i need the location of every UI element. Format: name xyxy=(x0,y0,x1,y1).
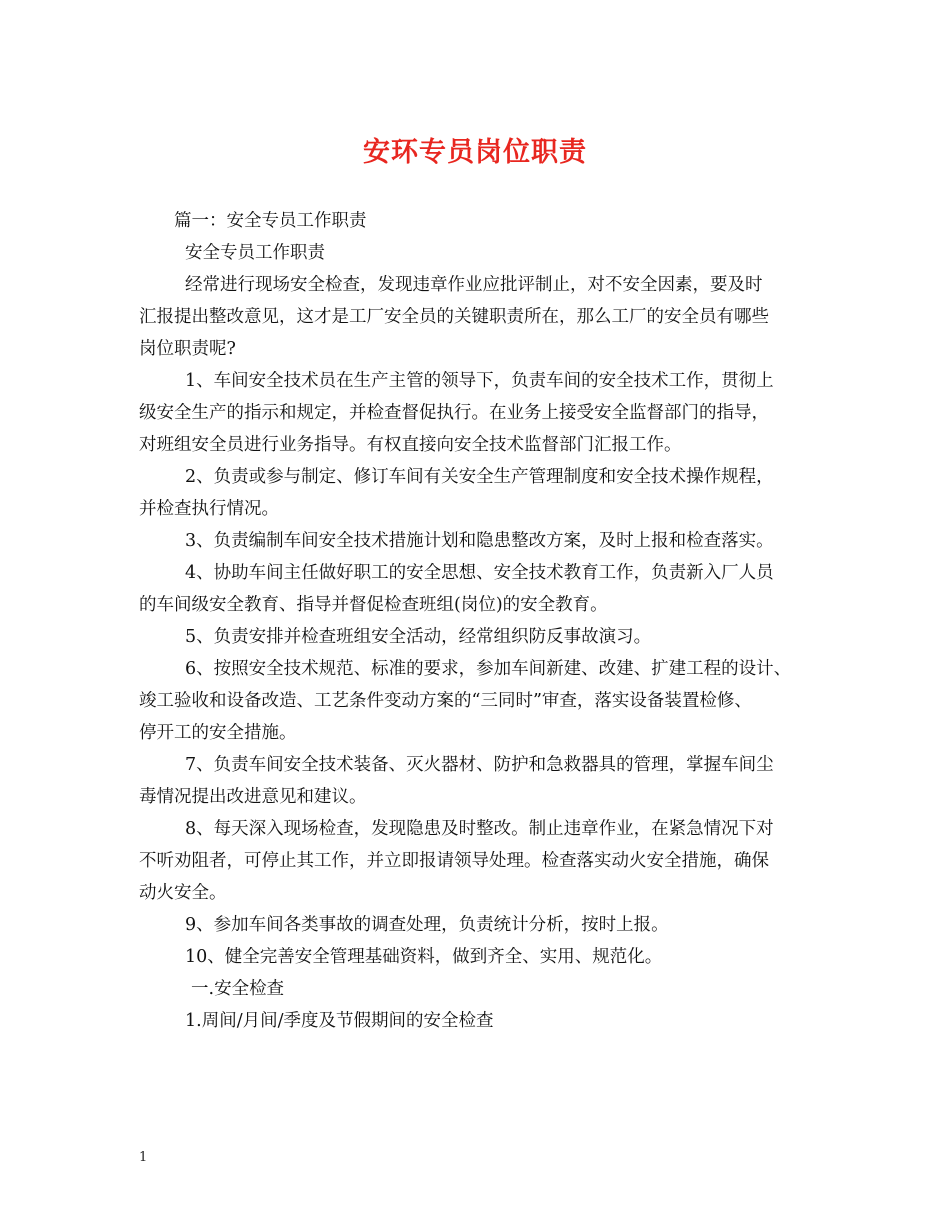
section-heading: 篇一：安全专员工作职责 xyxy=(174,211,367,231)
duty-8-line: 不听劝阻者，可停止其工作，并立即报请领导处理。检查落实动火安全措施，确保 xyxy=(139,851,769,871)
duty-4-line: 的车间级安全教育、指导并督促检查班组(岗位)的安全教育。 xyxy=(139,595,608,615)
duty-6-line: 停开工的安全措施。 xyxy=(139,723,297,743)
duty-7-line: 7、负责车间安全技术装备、灭火器材、防护和急救器具的管理，掌握车间尘 xyxy=(185,755,774,775)
page-number: 1 xyxy=(139,1150,148,1165)
document-body xyxy=(139,205,829,1037)
duty-8-line: 8、每天深入现场检查，发现隐患及时整改。制止违章作业，在紧急情况下对 xyxy=(185,819,774,839)
duty-6-line: 竣工验收和设备改造、工艺条件变动方案的“三同时”审查，落实设备装置检修、 xyxy=(139,691,752,711)
duty-1-line: 级安全生产的指示和规定，并检查督促执行。在业务上接受安全监督部门的指导， xyxy=(139,403,769,423)
duty-8-line: 动火安全。 xyxy=(139,883,227,903)
duty-2-line: 并检查执行情况。 xyxy=(139,499,279,519)
duty-6-line: 6、按照安全技术规范、标准的要求，参加车间新建、改建、扩建工程的设计、 xyxy=(185,659,792,679)
duty-10-line: 10、健全完善安全管理基础资料，做到齐全、实用、规范化。 xyxy=(185,947,663,967)
duty-7-line: 毒情况提出改进意见和建议。 xyxy=(139,787,367,807)
intro-line: 经常进行现场安全检查，发现违章作业应批评制止，对不安全因素，要及时 xyxy=(185,275,763,295)
duty-4-line: 4、协助车间主任做好职工的安全思想、安全技术教育工作，负责新入厂人员 xyxy=(185,563,774,583)
subsection-item: 1.周间/月间/季度及节假期间的安全检查 xyxy=(185,1011,494,1031)
intro-line: 汇报提出整改意见，这才是工厂安全员的关键职责所在，那么工厂的安全员有哪些 xyxy=(139,307,769,327)
duty-2-line: 2、负责或参与制定、修订车间有关安全生产管理制度和安全技术操作规程， xyxy=(185,467,774,487)
intro-line: 岗位职责呢? xyxy=(139,339,236,359)
duty-9-line: 9、参加车间各类事故的调查处理，负责统计分析，按时上报。 xyxy=(185,915,669,935)
page-title: 安环专员岗位职责 xyxy=(363,137,587,168)
subsection-heading: 一.安全检查 xyxy=(191,979,285,999)
subheading: 安全专员工作职责 xyxy=(185,243,325,263)
duty-1-line: 对班组安全员进行业务指导。有权直接向安全技术监督部门汇报工作。 xyxy=(139,435,682,455)
duty-1-line: 1、车间安全技术员在生产主管的领导下，负责车间的安全技术工作，贯彻上 xyxy=(185,371,774,391)
duty-5-line: 5、负责安排并检查班组安全活动，经常组织防反事故演习。 xyxy=(185,627,652,647)
duty-3-line: 3、负责编制车间安全技术措施计划和隐患整改方案，及时上报和检查落实。 xyxy=(185,531,774,551)
